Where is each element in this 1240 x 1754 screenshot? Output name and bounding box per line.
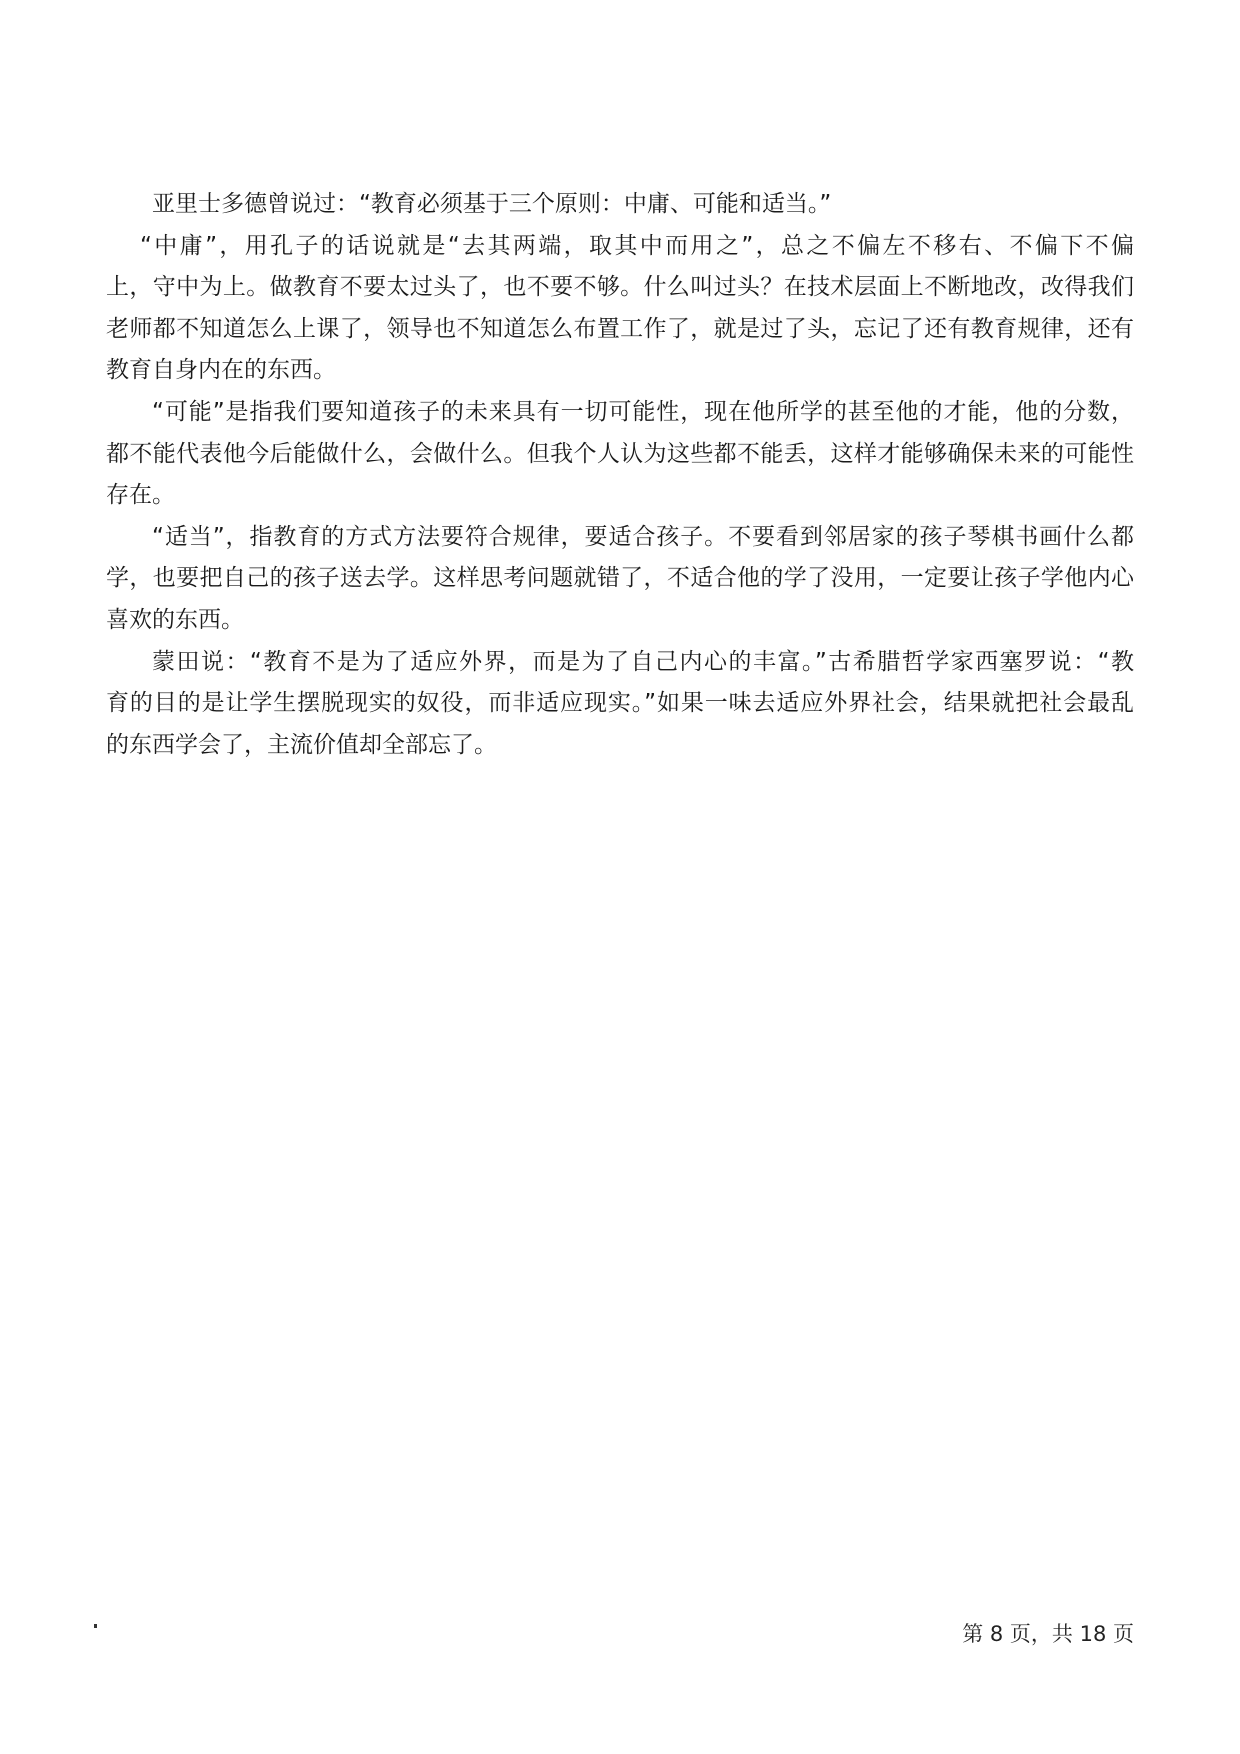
text-line: 老师都不知道怎么上课了，领导也不知道怎么布置工作了，就是过了头，忘记了还有教育规律，还有 [106,315,1134,342]
paragraph [106,517,1134,642]
text-line: 存在。 [106,482,175,509]
text-line: 学，也要把自己的孩子送去学。这样思考问题就错了，不适合他的学了没用，一定要让孩子学他内心 [106,565,1134,592]
text-line: 教育自身内在的东西。 [106,357,336,384]
text-line: “适当”，指教育的方式方法要符合规律，要适合孩子。不要看到邻居家的孩子琴棋书画什么都 [152,523,1134,550]
text-line: 育的目的是让学生摆脱现实的奴役，而非适应现实。”如果一味去适应外界社会，结果就把社会最乱 [106,690,1134,717]
footer-dot [94,1624,97,1628]
paragraph [106,184,1134,226]
paragraph [106,642,1134,767]
paragraph [106,226,1134,392]
text-line: “中庸”，用孔子的话说就是“去其两端，取其中而用之”，总之不偏左不移右、不偏下不偏 [140,232,1134,259]
paragraph [106,392,1134,517]
text-line: 的东西学会了，主流价值却全部忘了。 [106,731,497,758]
text-line: 喜欢的东西。 [106,606,244,633]
text-line: 蒙田说：“教育不是为了适应外界，而是为了自己内心的丰富。”古希腊哲学家西塞罗说：“教 [152,648,1134,675]
text-line: 上，守中为上。做教育不要太过头了，也不要不够。什么叫过头？在技术层面上不断地改，改得我们 [106,274,1134,301]
page-number: 第 8 页，共 18 页 [962,1622,1134,1646]
text-line: 亚里士多德曾说过：“教育必须基于三个原则：中庸、可能和适当。” [152,191,832,217]
text-line: “可能”是指我们要知道孩子的未来具有一切可能性，现在他所学的甚至他的才能，他的分数， [152,398,1134,425]
document-body [106,184,1134,766]
text-line: 都不能代表他今后能做什么，会做什么。但我个人认为这些都不能丢，这样才能够确保未来的可能性 [106,440,1134,467]
